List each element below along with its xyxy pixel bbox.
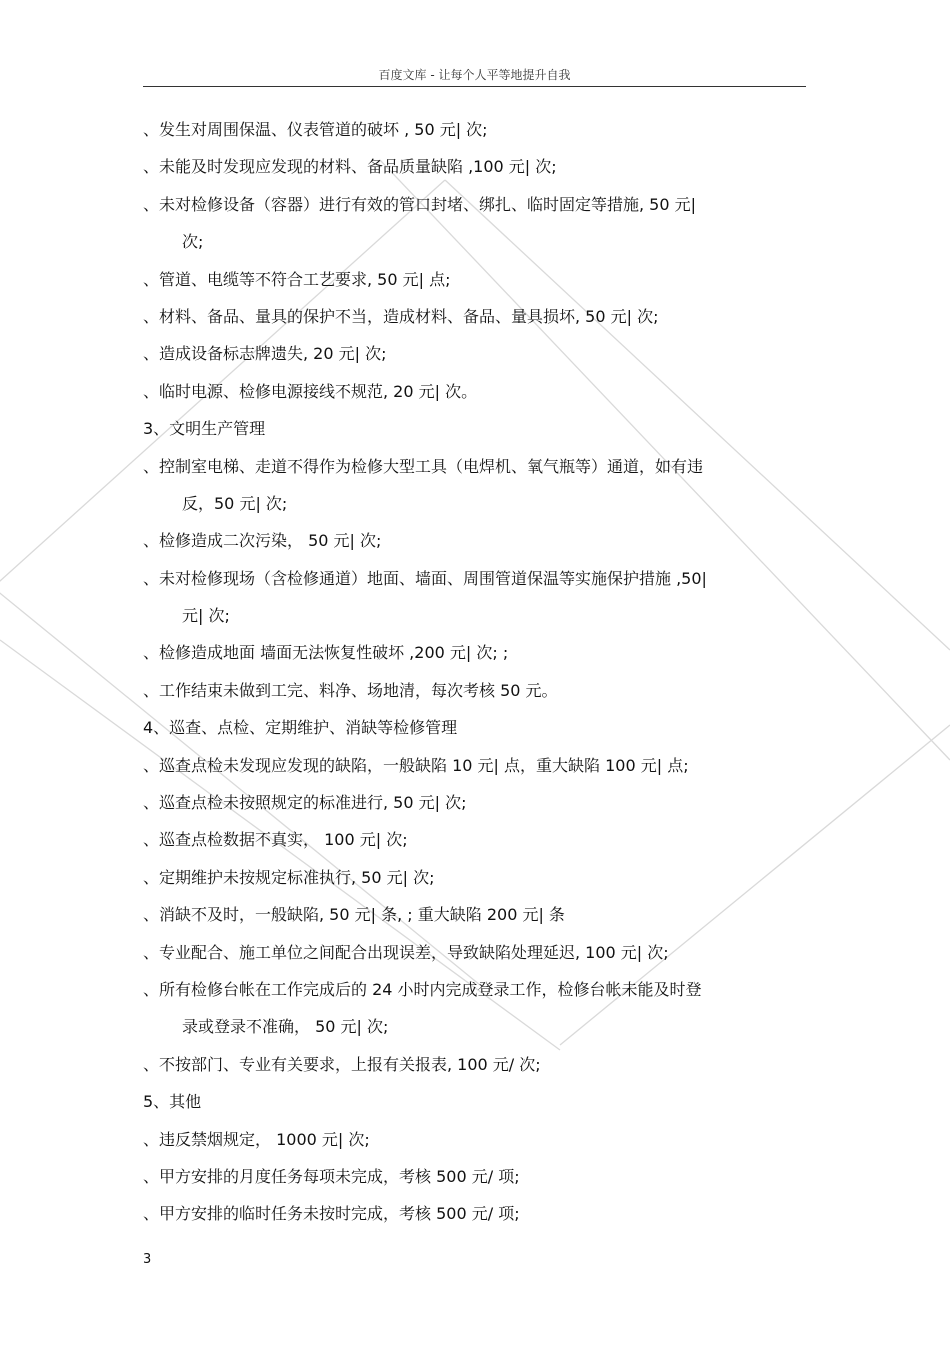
section-heading: 3、文明生产管理 [143, 419, 266, 439]
list-item: 、未对检修设备（容器）进行有效的管口封堵、绑扎、临时固定等措施, 50 元| [143, 194, 697, 214]
list-item: 、管道、电缆等不符合工艺要求, 50 元| 点; [143, 269, 451, 289]
list-item-continuation: 录或登录不准确， 50 元| 次; [182, 1017, 389, 1037]
list-item: 、定期维护未按规定标准执行, 50 元| 次; [143, 867, 435, 887]
list-item: 、甲方安排的临时任务未按时完成，考核 500 元/ 项; [143, 1204, 520, 1224]
list-item: 、甲方安排的月度任务每项未完成，考核 500 元/ 项; [143, 1166, 520, 1186]
list-item: 、不按部门、专业有关要求，上报有关报表, 100 元/ 次; [143, 1054, 541, 1074]
list-item: 、材料、备品、量具的保护不当，造成材料、备品、量具损坏, 50 元| 次; [143, 306, 659, 326]
list-item: 、发生对周围保温、仪表管道的破坏 , 50 元| 次; [143, 120, 488, 139]
list-item: 、所有检修台帐在工作完成后的 24 小时内完成登录工作，检修台帐未能及时登 [143, 979, 702, 999]
list-item: 、未对检修现场（含检修通道）地面、墙面、周围管道保温等实施保护措施 ,50| [143, 568, 707, 588]
list-item: 、检修造成地面 墙面无法恢复性破坏 ,200 元| 次; ; [143, 643, 509, 663]
document-body [143, 111, 813, 1233]
list-item: 、临时电源、检修电源接线不规范, 20 元| 次。 [143, 381, 478, 401]
page-number: 3 [143, 1252, 152, 1267]
list-item-continuation: 反，50 元| 次; [182, 493, 288, 513]
list-item: 、工作结束未做到工完、料净、场地清，每次考核 50 元。 [143, 680, 558, 700]
list-item: 、巡查点检数据不真实， 100 元| 次; [143, 830, 408, 850]
section-heading: 5、其他 [143, 1092, 202, 1112]
list-item: 、专业配合、施工单位之间配合出现误差，导致缺陷处理延迟, 100 元| 次; [143, 942, 669, 962]
header-text: 百度文库 - 让每个人平等地提升自我 [378, 68, 571, 82]
section-heading: 4、巡查、点检、定期维护、消缺等检修管理 [143, 718, 458, 738]
list-item: 、违反禁烟规定， 1000 元| 次; [143, 1129, 370, 1149]
list-item: 、控制室电梯、走道不得作为检修大型工具（电焊机、氧气瓶等）通道，如有违 [143, 456, 704, 476]
page-header [143, 64, 806, 87]
list-item: 、未能及时发现应发现的材料、备品质量缺陷 ,100 元| 次; [143, 157, 557, 177]
list-item: 、检修造成二次污染， 50 元| 次; [143, 531, 382, 551]
list-item: 、巡查点检未发现应发现的缺陷，一般缺陷 10 元| 点，重大缺陷 100 元| 点; [143, 755, 689, 775]
list-item-continuation: 元| 次; [182, 606, 230, 626]
list-item: 、造成设备标志牌遗失, 20 元| 次; [143, 344, 387, 364]
list-item: 、巡查点检未按照规定的标准进行, 50 元| 次; [143, 793, 467, 813]
list-item: 、消缺不及时，一般缺陷, 50 元| 条, ; 重大缺陷 200 元| 条 [143, 905, 565, 925]
list-item-continuation: 次; [182, 232, 204, 252]
